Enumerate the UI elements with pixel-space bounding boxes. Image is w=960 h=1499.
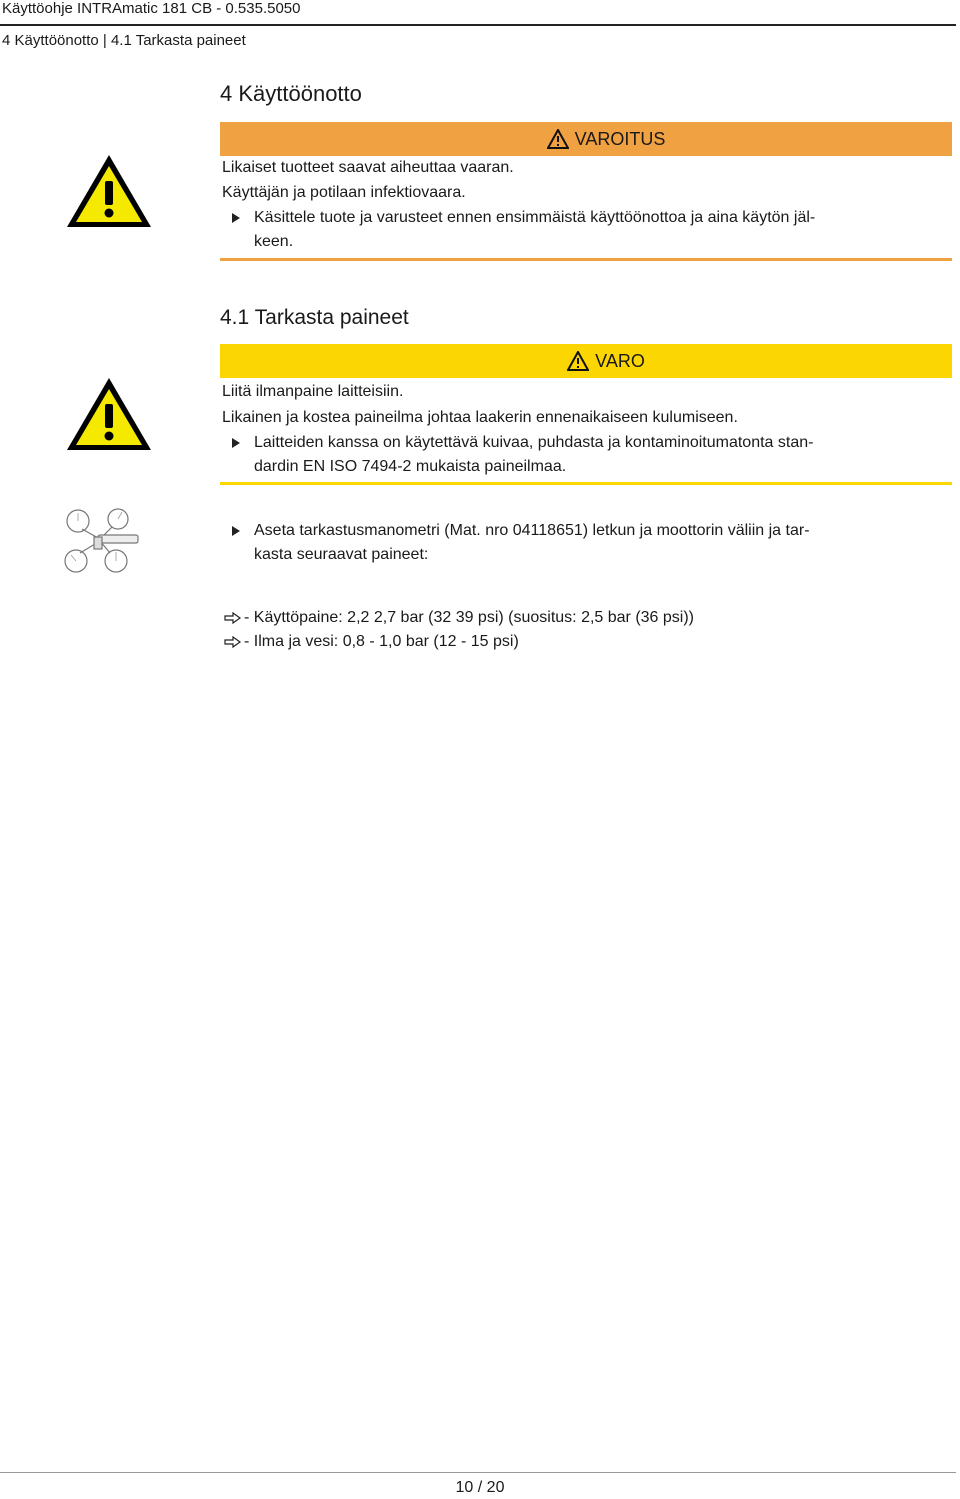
caution-action-line1: Laitteiden kanssa on käytettävä kuivaa, puhdasta ja kontaminoitumatonta stan- <box>254 434 814 451</box>
warning-action <box>232 206 932 254</box>
section-title: 4 Käyttöönotto <box>220 81 362 106</box>
warning-label: VAROITUS <box>574 128 666 149</box>
caution-sign-icon <box>64 375 154 453</box>
caution-bottom-rule <box>220 482 952 485</box>
manometer-illustration <box>62 505 140 577</box>
result-item <box>222 631 519 653</box>
caution-triangle-icon <box>567 351 589 371</box>
caution-consequence: Likainen ja kostea paineilma johtaa laakerin ennenaikaiseen kulumiseen. <box>222 409 738 426</box>
subsection-title: 4.1 Tarkasta paineet <box>220 306 409 329</box>
instruction-line1-post: ) letkun ja moottorin väliin ja tar- <box>582 522 810 539</box>
warning-action-line2: keen. <box>254 233 294 250</box>
instruction-line1 <box>254 519 932 543</box>
warning-action-line1: Käsittele tuote ja varusteet ennen ensimmäistä käyttöönottoa ja aina käytön jäl- <box>254 209 816 226</box>
result-arrow-icon <box>222 636 244 648</box>
bullet-triangle-icon <box>232 213 240 223</box>
warning-banner <box>220 122 952 156</box>
caution-action <box>232 431 932 479</box>
header-divider <box>0 24 956 26</box>
result-text-2: - Ilma ja vesi: 0,8 - 1,0 bar (12 - 15 psi) <box>244 633 519 650</box>
instruction-line2: kasta seuraavat paineet: <box>254 546 429 563</box>
bullet-triangle-icon <box>232 526 240 536</box>
caution-heading: Liitä ilmanpaine laitteisiin. <box>222 383 404 400</box>
warning-heading: Likaiset tuotteet saavat aiheuttaa vaaran. <box>222 159 514 176</box>
document-title: Käyttöohje INTRAmatic 181 CB - 0.535.5050 <box>2 0 301 17</box>
warning-bottom-rule <box>220 258 952 261</box>
warning-consequence: Käyttäjän ja potilaan infektiovaara. <box>222 184 466 201</box>
bullet-triangle-icon <box>232 438 240 448</box>
footer-divider <box>0 1472 956 1473</box>
caution-action-line2: dardin EN ISO 7494-2 mukaista paineilmaa. <box>254 458 567 475</box>
material-number: Mat. nro 04118651 <box>449 522 583 539</box>
caution-label: VARO <box>595 350 645 371</box>
page-number: 10 / 20 <box>455 1479 505 1496</box>
warning-triangle-icon <box>547 129 569 149</box>
breadcrumb: 4 Käyttöönotto | 4.1 Tarkasta paineet <box>2 32 246 49</box>
result-item <box>222 607 694 629</box>
instruction-step <box>232 519 932 567</box>
result-text-1: - Käyttöpaine: 2,2 2,7 bar (32 39 psi) (suositus: 2,5 bar (36 psi)) <box>244 609 695 626</box>
caution-banner <box>220 344 952 378</box>
warning-sign-icon <box>64 152 154 230</box>
result-arrow-icon <box>222 612 244 624</box>
instruction-line1-pre: Aseta tarkastusmanometri ( <box>254 522 450 539</box>
